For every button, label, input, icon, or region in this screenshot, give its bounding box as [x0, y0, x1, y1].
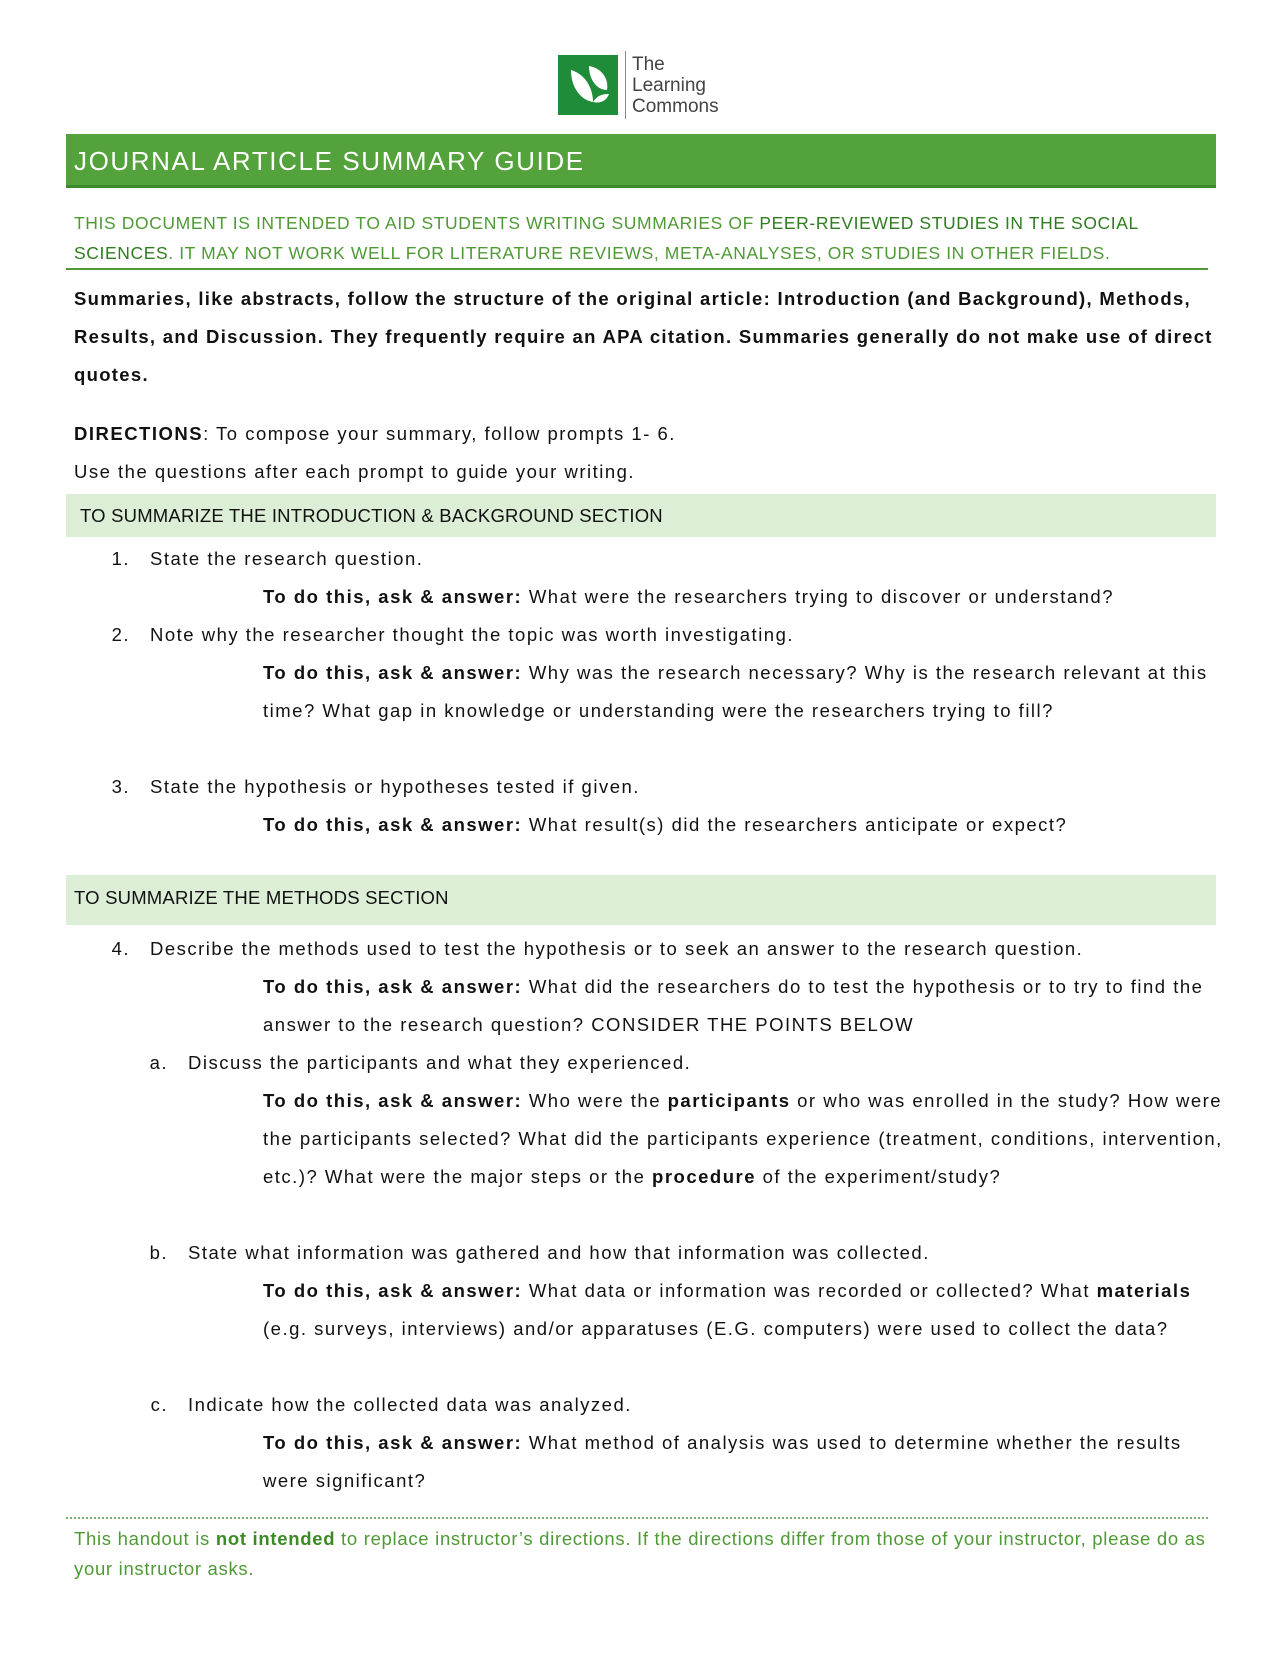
ask-label: To do this, ask & answer: [263, 586, 523, 607]
leaf-icon [558, 55, 618, 115]
prompt-question: What result(s) did the researchers anticipate or expect? [522, 814, 1068, 835]
directions-line-2: Use the questions after each prompt to guide your writing. [74, 461, 636, 482]
item-text: Describe the methods used to test the hypothesis or to seek an answer to the research question. [150, 938, 1084, 959]
ask-label: To do this, ask & answer: [263, 1090, 523, 1111]
logo-line-2: Learning [632, 74, 706, 96]
sub-item-letter: b. [149, 1242, 168, 1263]
ask-answer-prompt [263, 1424, 1223, 1500]
intro-part-2: . IT MAY NOT WORK WELL FOR LITERATURE REVIEWS, META-ANALYSES, OR STUDIES IN OTHER FIELDS. [168, 243, 1111, 263]
item-number: 4. [111, 938, 130, 959]
logo-line-1: The [632, 53, 665, 75]
ask-label: To do this, ask & answer: [263, 1280, 523, 1301]
emphasis-participants: participants [667, 1090, 791, 1111]
intro-note [74, 208, 1214, 268]
logo-text [632, 54, 719, 117]
footer-part-2: to replace instructor’s directions. If the directions differ from those of your instructor, please do as your instructor asks. [74, 1528, 1206, 1579]
prompt-question: Why was the research necessary? Why is the research relevant at this time? What gap in knowledge or understanding were the researchers trying to fill? [263, 662, 1208, 721]
prompt-question: What were the researchers trying to discover or understand? [522, 586, 1114, 607]
item-number: 2. [111, 624, 130, 645]
directions-text: : To compose your summary, follow prompts 1- 6. [203, 423, 676, 444]
ask-answer-prompt [263, 968, 1223, 1044]
page-title: JOURNAL ARTICLE SUMMARY GUIDE [74, 146, 585, 176]
sub-item-text: Indicate how the collected data was analyzed. [188, 1394, 632, 1415]
prompt-question-part: Who were the [522, 1090, 668, 1111]
prompt-question-part: (e.g. surveys, interviews) and/or apparatuses (E.G. computers) were used to collect the data? [263, 1318, 1169, 1339]
ask-label: To do this, ask & answer: [263, 1432, 523, 1453]
sub-item-letter: c. [150, 1394, 168, 1415]
ask-label: To do this, ask & answer: [263, 976, 523, 997]
prompt-question: What method of analysis was used to determine whether the results were significant? [263, 1432, 1182, 1491]
footer-divider [66, 1517, 1208, 1519]
item-number: 3. [111, 776, 130, 797]
directions [74, 415, 1214, 491]
ask-label: To do this, ask & answer: [263, 814, 523, 835]
footer-part-1: This handout is [74, 1528, 216, 1549]
sub-item-text: Discuss the participants and what they experienced. [188, 1052, 692, 1073]
item-text: State the hypothesis or hypotheses tested if given. [150, 776, 640, 797]
ask-answer-prompt [263, 578, 1223, 616]
prompt-question: What did the researchers do to test the hypothesis or to try to find the answer to the research question? CONSIDER THE POINTS BELOW [263, 976, 1204, 1035]
footer-note [74, 1524, 1214, 1584]
footer-emphasis: not intended [215, 1528, 336, 1549]
directions-line-1 [74, 415, 1214, 453]
emphasis-materials: materials [1096, 1280, 1192, 1301]
ask-answer-prompt [263, 806, 1223, 844]
prompt-question-part: of the experiment/study? [756, 1166, 1002, 1187]
prompt-question-part: or who was enrolled in the study? How were the participants selected? What did the participants experience (treatment, conditions, intervention, etc.)? What were the major steps or the [263, 1090, 1223, 1187]
section-heading-methods: TO SUMMARIZE THE METHODS SECTION [66, 875, 1216, 925]
title-bar [66, 134, 1216, 188]
sub-item-text: State what information was gathered and how that information was collected. [188, 1242, 930, 1263]
ask-answer-prompt [263, 654, 1223, 730]
ask-answer-prompt [263, 1272, 1223, 1348]
emphasis-procedure: procedure [652, 1166, 756, 1187]
section-heading-introduction: TO SUMMARIZE THE INTRODUCTION & BACKGROUND SECTION [66, 494, 1216, 537]
sub-item-letter: a. [149, 1052, 168, 1073]
summary-paragraph: Summaries, like abstracts, follow the structure of the original article: Introduction (and Background), Methods, Results, and Discussion. They frequently require an APA citation. Summaries generally do not make use of direct quotes. [74, 288, 1213, 385]
item-text: State the research question. [150, 548, 424, 569]
logo-line-3: Commons [632, 95, 719, 117]
prompt-question-part: What data or information was recorded or collected? What [522, 1280, 1097, 1301]
logo-divider [625, 51, 626, 119]
intro-emphasis: PEER-REVIEWED STUDIES IN THE SOCIAL SCIENCES [74, 213, 1139, 263]
intro-part-1: THIS DOCUMENT IS INTENDED TO AID STUDENTS WRITING SUMMARIES OF [74, 213, 760, 233]
item-text: Note why the researcher thought the topic was worth investigating. [150, 624, 795, 645]
directions-label: DIRECTIONS [74, 423, 204, 444]
intro-divider [66, 268, 1208, 270]
ask-answer-prompt [263, 1082, 1223, 1196]
learning-commons-logo [558, 50, 719, 120]
item-number: 1. [111, 548, 130, 569]
ask-label: To do this, ask & answer: [263, 662, 523, 683]
